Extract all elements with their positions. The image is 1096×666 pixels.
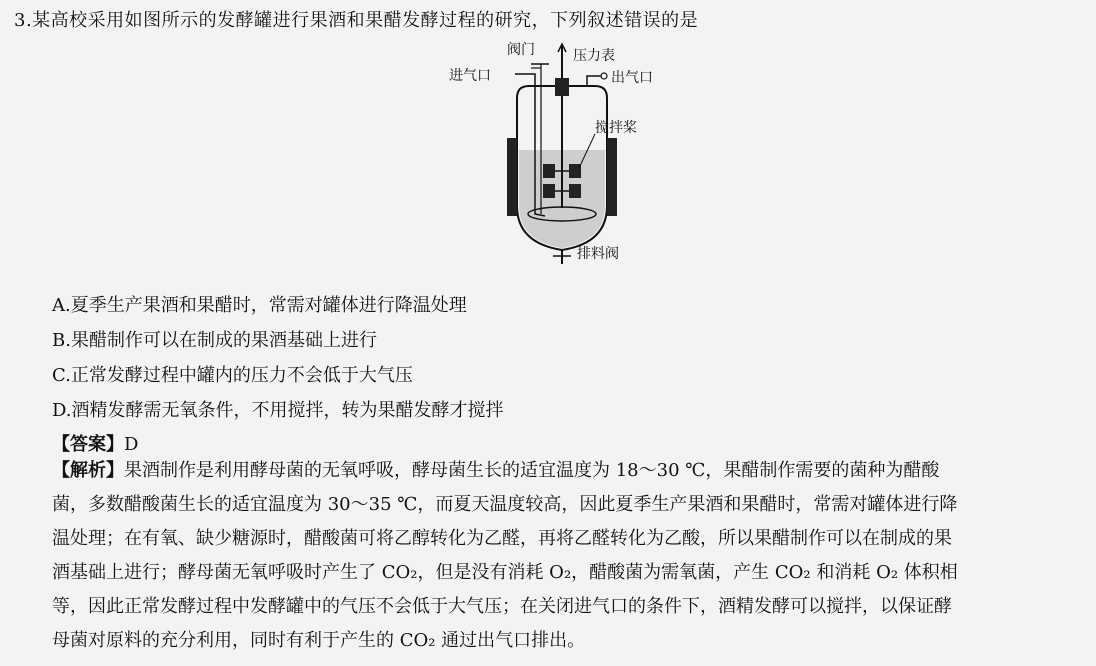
analysis-label: 【解析】 [52, 460, 124, 481]
paddle-2 [569, 164, 581, 178]
label-stirrer: 搅拌桨 [595, 120, 637, 136]
analysis-line-2: 菌，多数醋酸菌生长的适宜温度为 30～35 ℃，而夏天温度较高，因此夏季生产果酒和果醋时，常需对罐体进行降 [52, 494, 958, 515]
analysis-line-5: 等，因此正常发酵过程中发酵罐中的气压不会低于大气压；在关闭进气口的条件下，酒精发酵可以搅拌，以保证酵 [52, 596, 952, 617]
option-b: B.果醋制作可以在制成的果酒基础上进行 [52, 330, 377, 351]
jacket-right [607, 138, 617, 216]
air-outlet-pipe [587, 76, 601, 86]
answer-label: 【答案】 [52, 434, 124, 455]
jacket-left [507, 138, 517, 216]
pressure-gauge-block [555, 78, 569, 96]
option-a: A.夏季生产果酒和果醋时，常需对罐体进行降温处理 [52, 295, 467, 316]
label-air-outlet: 出气口 [611, 70, 653, 86]
answer-value: D [124, 434, 139, 455]
analysis-line-6: 母菌对原料的充分利用，同时有利于产生的 CO₂ 通过出气口排出。 [52, 630, 586, 651]
paddle-4 [569, 184, 581, 198]
paddle-1 [543, 164, 555, 178]
option-d: D.酒精发酵需无氧条件，不用搅拌，转为果醋发酵才搅拌 [52, 400, 504, 421]
analysis-line-3: 温处理；在有氧、缺少糖源时，醋酸菌可将乙醇转化为乙醛，再将乙醛转化为乙酸，所以果醋制作可以在制成的果 [52, 528, 952, 549]
fermenter-svg [445, 38, 675, 266]
option-c: C.正常发酵过程中罐内的压力不会低于大气压 [52, 365, 413, 386]
label-air-inlet: 进气口 [449, 68, 491, 84]
answer-block [52, 430, 138, 456]
label-discharge-valve: 排料阀 [577, 246, 619, 262]
question-stem: 3.某高校采用如图所示的发酵罐进行果酒和果醋发酵过程的研究，下列叙述错误的是 [14, 10, 699, 31]
fermenter-diagram [445, 38, 675, 266]
outlet-valve [601, 73, 607, 79]
label-valve: 阀门 [507, 42, 535, 58]
option-list [52, 288, 504, 428]
paddle-3 [543, 184, 555, 198]
label-pressure-gauge: 压力表 [573, 48, 615, 64]
analysis-block [52, 454, 1072, 658]
analysis-text-1: 果酒制作是利用酵母菌的无氧呼吸，酵母菌生长的适宜温度为 18～30 ℃，果醋制作需要的菌种为醋酸 [124, 460, 940, 481]
analysis-line-4: 酒基础上进行；酵母菌无氧呼吸时产生了 CO₂，但是没有消耗 O₂，醋酸菌为需氧菌，产生 CO₂ 和消耗 O₂ 体积相 [52, 562, 958, 583]
analysis-line-1 [52, 454, 1072, 488]
